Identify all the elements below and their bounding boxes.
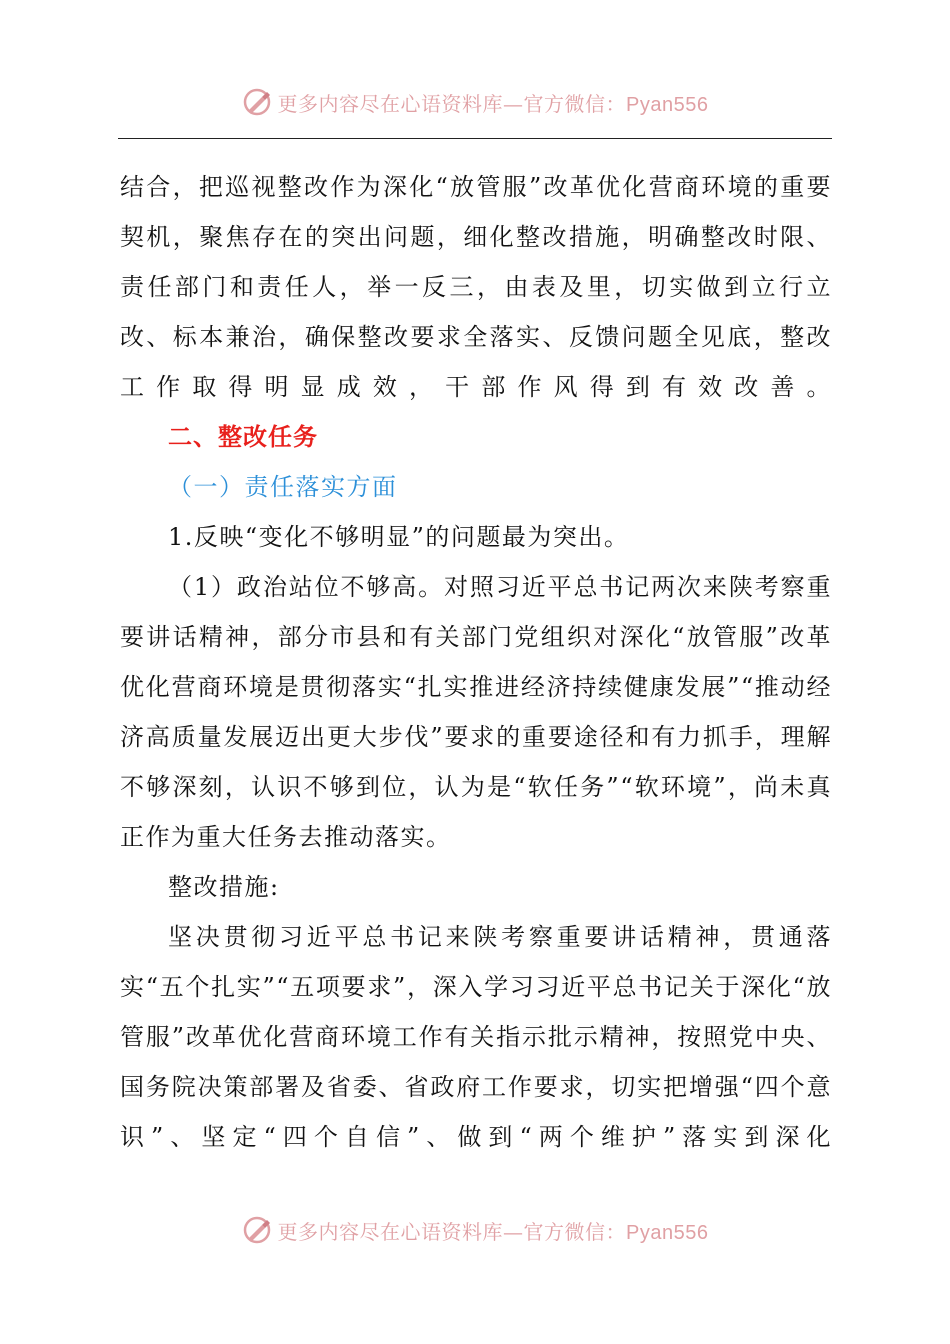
header-rule [118,138,832,139]
footer-banner-text: 更多内容尽在心语资料库—官方微信：Pyan556 [277,1219,709,1244]
header-banner [0,82,950,122]
document-body [120,162,832,1162]
item-paragraph: （1）政治站位不够高。对照习近平总书记两次来陕考察重要讲话精神，部分市县和有关部门党组织对深化“放管服”改革优化营商环境是贯彻落实“扎实推进经济持续健康发展”“推动经济高质量发展迈出更大步伐”要求的重要途径和有力抓手，理解不够深刻，认识不够到位，认为是“软任务”“软环境”，尚未真正作为重大任务去推动落实。 [120,573,832,851]
header-banner-text: 更多内容尽在心语资料库—官方微信：Pyan556 [277,91,709,116]
paragraph-continuation: 结合，把巡视整改作为深化“放管服”改革优化营商环境的重要契机，聚焦存在的突出问题，细化整改措施，明确整改时限、责任部门和责任人，举一反三，由表及里，切实做到立行立改、标本兼治，确保整改要求全落实、反馈问题全见底，整改工作取得明显成效，干部作风得到有效改善。 [120,173,832,401]
footer-banner [0,1210,950,1250]
measures-label: 整改措施: [168,873,280,901]
measures-paragraph: 坚决贯彻习近平总书记来陕考察重要讲话精神，贯通落实“五个扎实”“五项要求”，深入学习习近平总书记关于深化“放管服”改革优化营商环境工作有关指示批示精神，按照党中央、国务院决策部署及省委、省政府工作要求，切实把增强“四个意识”、坚定“四个自信”、做到“两个维护”落实到深化 [120,923,832,1151]
pen-circle-logo-icon [242,87,272,117]
pen-circle-logo-icon [242,1215,272,1245]
item-heading: 1.反映“变化不够明显”的问题最为突出。 [168,523,630,551]
subsection-heading: （一）责任落实方面 [168,473,398,501]
section-heading: 二、整改任务 [168,423,318,451]
